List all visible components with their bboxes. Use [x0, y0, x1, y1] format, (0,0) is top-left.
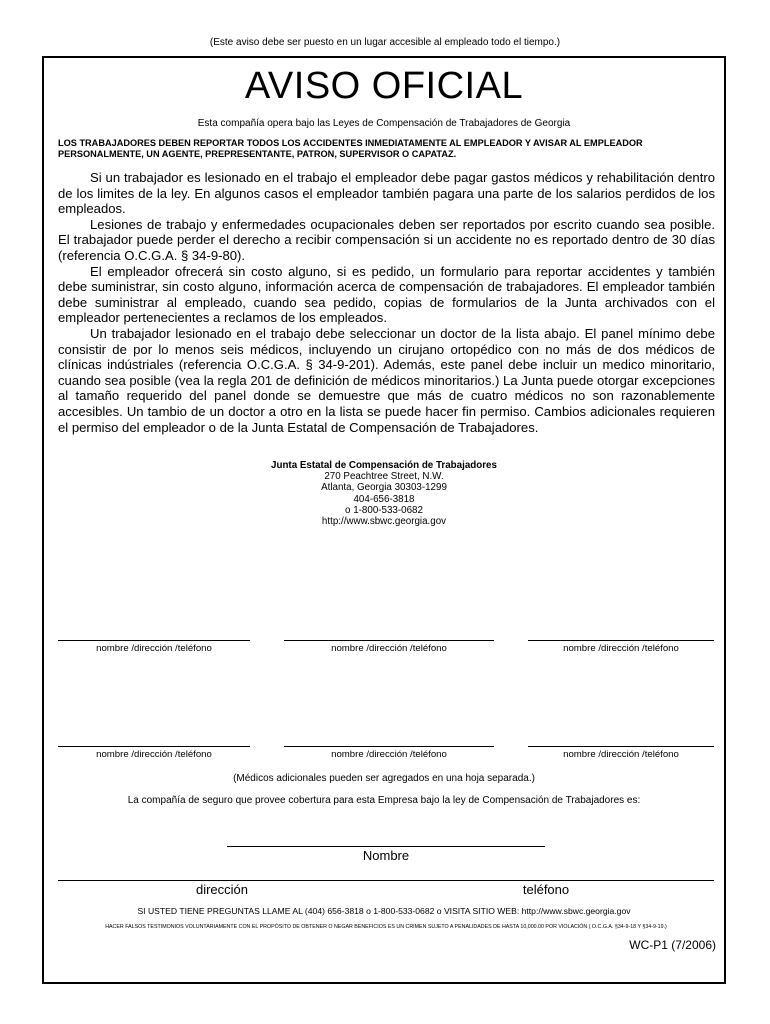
notice-subtitle: Esta compañía opera bajo las Leyes de Compensación de Trabajadores de Georgia [197, 118, 571, 129]
doctor-slot-6[interactable] [528, 746, 714, 760]
doctor-slot-3[interactable] [528, 640, 714, 654]
form-code: WC-P1 (7/2006) [629, 938, 716, 952]
paragraph-forms: El empleador ofrecerá sin costo alguno, si es pedido, un formulario para reportar accidentes y también debe suministrar, sin costo alguno, información acerca de compensación de trabajadores. El empleador también debe suministrar al empleado, cuando sea pedido, copias de formularios de la Junta archivados con el empleador pertenecientes a reclamos de los empleados. [58, 263, 715, 326]
doctor-slot-label: nombre /dirección /teléfono [331, 643, 447, 654]
board-street: 270 Peachtree Street, N.W. [324, 471, 444, 483]
board-phone: 404-656-3818 [353, 493, 415, 505]
board-alt-phone: o 1-800-533-0682 [345, 504, 423, 516]
doctor-slot-label: nombre /dirección /teléfono [331, 749, 447, 760]
posting-instruction: (Este aviso debe ser puesto en un lugar accesible al empleado todo el tiempo.) [209, 37, 561, 48]
insurer-name-line[interactable] [227, 846, 545, 847]
doctor-slot-label: nombre /dirección /teléfono [96, 749, 212, 760]
board-name: Junta Estatal de Compensación de Trabajadores [271, 460, 497, 471]
insurer-name-label: Nombre [362, 848, 410, 863]
paragraph-medical-costs: Si un trabajador es lesionado en el trabajo el empleador debe pagar gastos médicos y rehabilitación dentro de los limites de la ley. En algunos casos el empleador también pagara una parte de los salarios perdidos de los empleados. [58, 170, 715, 217]
board-website: http://www.sbwc.georgia.gov [321, 516, 447, 528]
doctor-slot-1[interactable] [58, 640, 250, 654]
paragraph-doctor-panel: Un trabajador lesionado en el trabajo debe seleccionar un doctor de la lista abajo. El panel mínimo debe consistir de por lo menos seis médicos, incluyendo un cirujano ortopédico con no más de dos médicos de clínicas indústriales (referencia O.C.G.A. § 34-9-201). Además, este panel debe incluir un medico minoritario, cuando sea posible (vea la regla 201 de definición de médicos minoritarios.) La Junta puede otorgar excepciones al tamaño requerido del panel donde se demuestre que más de cuatro médicos no son razonablemente accesibles. Un tambio de un doctor a otro en la lista se puede hacer fin permiso. Cambios adicionales requieren el permiso del empleador o de la Junta Estatal de Compensación de Trabajadores. [58, 325, 715, 435]
doctor-slot-label: nombre /dirección /teléfono [563, 643, 679, 654]
doctor-slot-2[interactable] [284, 640, 494, 654]
board-city: Atlanta, Georgia 30303-1299 [321, 482, 447, 494]
doctor-slot-4[interactable] [58, 746, 250, 760]
insurer-address-label: dirección [195, 882, 249, 897]
notice-title: AVISO OFICIAL [244, 65, 524, 107]
additional-doctors-note: (Médicos adicionales pueden ser agregados en una hoja separada.) [233, 773, 535, 784]
false-testimony-penalty-note: HACER FALSOS TESTIMONIOS VOLUNTARIAMENTE CON EL PROPÓSITO DE OBTENER O NEGAR BENEFICIOS ES UN CRIMEN SUJETO A PENALIDADES DE HASTA 10,000.00 POR VIOLACIÓN ( O.C.G.A. §34-9-18 Y §34-9-19.) [105, 924, 667, 930]
paragraph-reporting: Lesiones de trabajo y enfermedades ocupacionales deben ser reportados por escrito cuando sea posible. El trabajador puede perder el derecho a recibir compensación si un accidente no es reportado dentro de 30 días (referencia O.C.G.A. § 34-9-80). [58, 216, 715, 263]
doctor-slot-label: nombre /dirección /teléfono [563, 749, 679, 760]
notice-body [58, 170, 715, 435]
board-contact-block [44, 460, 724, 527]
notice-frame [42, 56, 726, 984]
insurer-phone-label: teléfono [522, 882, 570, 897]
doctor-slot-label: nombre /dirección /teléfono [96, 643, 212, 654]
doctor-slot-5[interactable] [284, 746, 494, 760]
reporting-warning: LOS TRABAJADORES DEBEN REPORTAR TODOS LOS ACCIDENTES INMEDIATAMENTE AL EMPLEADOR Y AVISAR AL EMPLEADOR PERSONALMENTE, UN AGENTE, PREPRESENTANTE, PATRON, SUPERVISOR O CAPATAZ. [58, 138, 643, 159]
insurance-note: La compañía de seguro que provee cobertura para esta Empresa bajo la ley de Compensación de Trabajadores es: [127, 795, 641, 806]
questions-contact-note: SI USTED TIENE PREGUNTAS LLAME AL (404) 656-3818 o 1-800-533-0682 o VISITA SITIO WEB: http://www.sbwc.georgia.gov [137, 906, 631, 916]
insurer-address-phone-line[interactable] [58, 880, 714, 881]
